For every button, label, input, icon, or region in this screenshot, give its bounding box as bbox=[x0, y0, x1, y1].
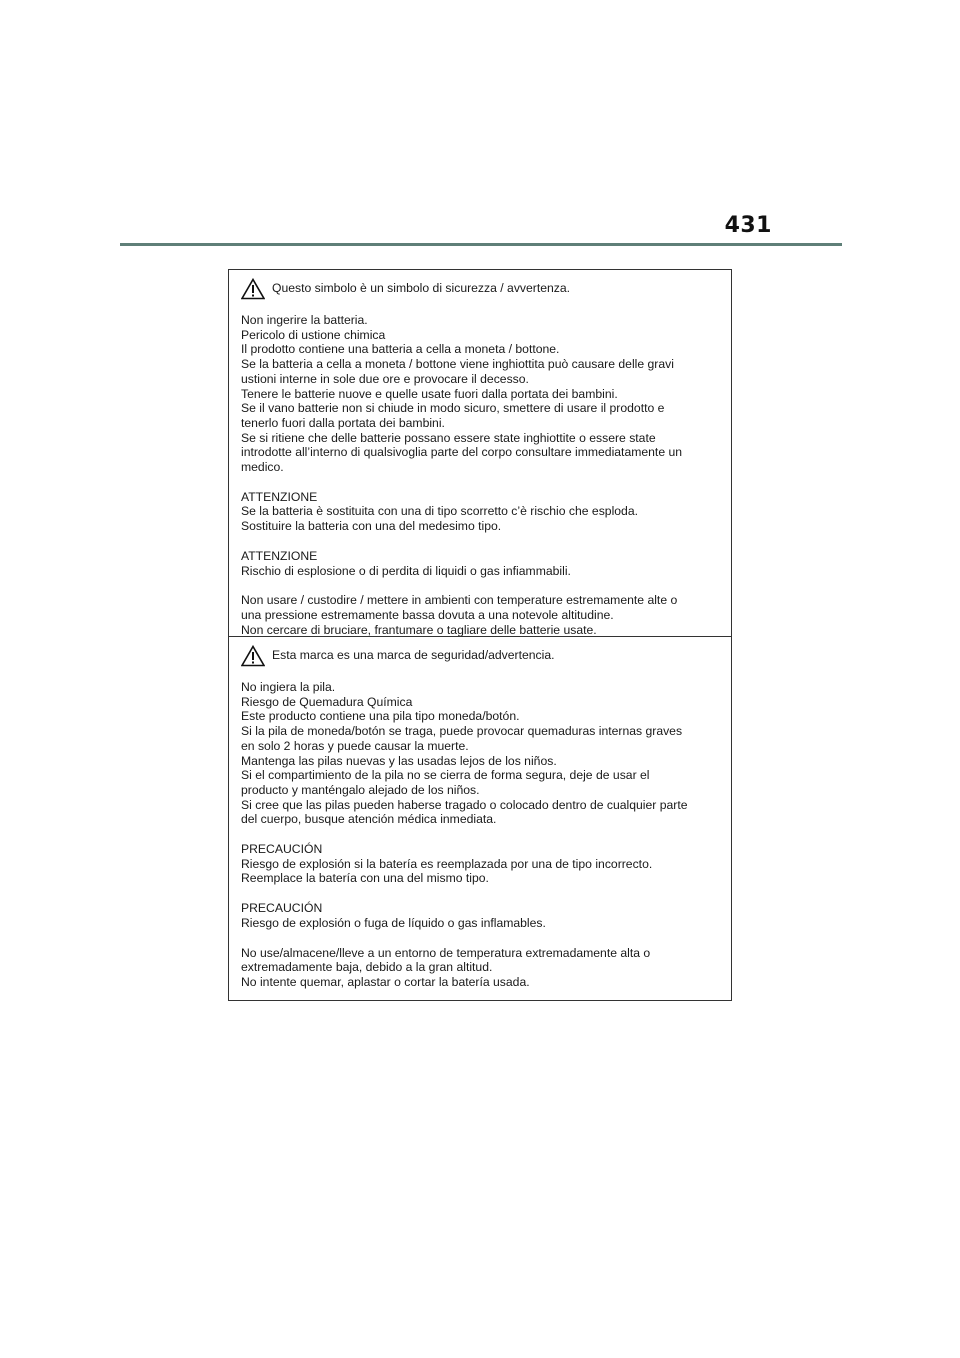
text-line: No ingiera la pila. bbox=[241, 680, 336, 694]
text-line: producto y manténgalo alejado de los niños. bbox=[241, 782, 480, 797]
text-line: Non usare / custodire / mettere in ambienti con temperature estremamente alte o bbox=[241, 593, 678, 608]
header-rule bbox=[120, 243, 842, 246]
section-body bbox=[241, 680, 719, 990]
text-line: introdotte all’interno di qualsivoglia parte del corpo consultare immediatamente un bbox=[241, 445, 683, 460]
text-line: PRECAUCIÓN bbox=[241, 842, 323, 857]
text-line: No intente quemar, aplastar o cortar la batería usada. bbox=[241, 974, 530, 989]
text-line: Si la pila de moneda/botón se traga, puede provocar quemaduras internas graves bbox=[241, 724, 683, 739]
text-line: Se il vano batterie non si chiude in modo sicuro, smettere di usare il prodotto e bbox=[241, 401, 665, 416]
text-line: Se la batteria a cella a moneta / bottone viene inghiottita può causare delle gravi bbox=[241, 357, 674, 372]
paragraph bbox=[241, 313, 719, 475]
text-line: Non cercare di bruciare, frantumare o tagliare delle batterie usate. bbox=[241, 622, 597, 637]
text-line: Riesgo de Quemadura Química bbox=[241, 694, 413, 709]
text-line: una pressione estremamente bassa dovuta a una notevole altitudine. bbox=[241, 607, 614, 622]
text-line: ustioni interne in sole due ore e provocare il decesso. bbox=[241, 371, 529, 386]
paragraph bbox=[241, 593, 719, 637]
paragraph bbox=[241, 549, 719, 578]
text-line: Non ingerire la batteria. bbox=[241, 313, 368, 327]
text-line: Si el compartimiento de la pila no se cierra de forma segura, deje de usar el bbox=[241, 768, 650, 783]
text-line: Sostituire la batteria con una del medesimo tipo. bbox=[241, 519, 502, 534]
text-line: Tenere le batterie nuove e quelle usate fuori dalla portata dei bambini. bbox=[241, 386, 618, 401]
text-line: Si cree que las pilas pueden haberse tragado o colocado dentro de cualquier parte bbox=[241, 797, 688, 812]
paragraph bbox=[241, 842, 719, 886]
page-number: 431 bbox=[724, 213, 772, 238]
section-body bbox=[241, 313, 719, 637]
text-line: Se si ritiene che delle batterie possano essere state inghiottite o essere state bbox=[241, 430, 656, 445]
battery-warning-box bbox=[228, 269, 732, 1001]
text-line: Mantenga las pilas nuevas y las usadas lejos de los niños. bbox=[241, 753, 557, 768]
text-line: Riesgo de explosión si la batería es reemplazada por una de tipo incorrecto. bbox=[241, 856, 653, 871]
warning-triangle-icon bbox=[241, 278, 265, 300]
text-line: medico. bbox=[241, 460, 284, 475]
paragraph bbox=[241, 901, 719, 930]
section-heading bbox=[241, 280, 719, 298]
text-line: Se la batteria è sostituita con una di tipo scorretto c’è rischio che esploda. bbox=[241, 504, 638, 519]
text-line: del cuerpo, busque atención médica inmediata. bbox=[241, 812, 497, 827]
warning-triangle-icon bbox=[241, 645, 265, 667]
italian-warning-section bbox=[229, 270, 731, 636]
paragraph bbox=[241, 680, 719, 827]
section-heading-text: Esta marca es una marca de seguridad/advertencia. bbox=[272, 648, 555, 662]
text-line: Riesgo de explosión o fuga de líquido o gas inflamables. bbox=[241, 915, 546, 930]
section-heading bbox=[241, 647, 719, 665]
text-line: PRECAUCIÓN bbox=[241, 901, 323, 916]
text-line: en solo 2 horas y puede causar la muerte. bbox=[241, 738, 469, 753]
paragraph bbox=[241, 490, 719, 534]
text-line: Este producto contiene una pila tipo moneda/botón. bbox=[241, 709, 520, 724]
text-line: Rischio di esplosione o di perdita di liquidi o gas infiammabili. bbox=[241, 563, 571, 578]
text-line: No use/almacene/lleve a un entorno de temperatura extremadamente alta o bbox=[241, 945, 651, 960]
text-line: extremadamente baja, debido a la gran altitud. bbox=[241, 960, 493, 975]
text-line: Il prodotto contiene una batteria a cella a moneta / bottone. bbox=[241, 342, 560, 357]
spanish-warning-section bbox=[229, 636, 731, 1000]
text-line: ATTENZIONE bbox=[241, 548, 318, 563]
text-line: Pericolo di ustione chimica bbox=[241, 327, 386, 342]
paragraph bbox=[241, 946, 719, 990]
text-line: tenerlo fuori dalla portata dei bambini. bbox=[241, 415, 445, 430]
text-line: ATTENZIONE bbox=[241, 489, 318, 504]
section-heading-text: Questo simbolo è un simbolo di sicurezza / avvertenza. bbox=[272, 281, 571, 295]
text-line: Reemplace la batería con una del mismo tipo. bbox=[241, 871, 489, 886]
